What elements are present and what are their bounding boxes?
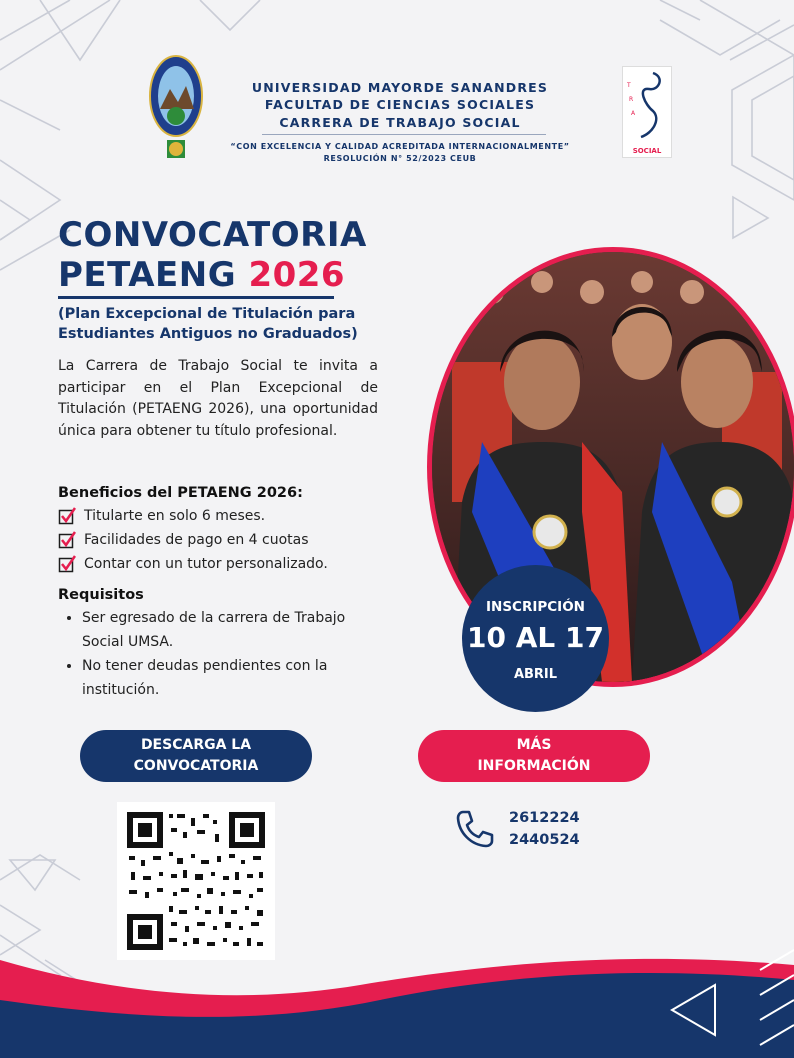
phone-number-1[interactable]: 2612224 bbox=[509, 810, 580, 826]
intro-paragraph: La Carrera de Trabajo Social te invita a participar en el Plan Excepcional de Titulación (PETAENG 2026), una oportunidad única para obtener tu título profesional. bbox=[58, 358, 378, 439]
requirement-item: • Ser egresado de la carrera de Trabajo Social UMSA. bbox=[82, 606, 372, 654]
benefits-heading: Beneficios del PETAENG 2026: bbox=[58, 485, 303, 501]
faculty-name: FACULTAD DE CIENCIAS SOCIALES bbox=[264, 97, 536, 112]
download-button-line2: CONVOCATORIA bbox=[133, 758, 259, 774]
info-button-line2: INFORMACIÓN bbox=[477, 758, 591, 774]
phone-icon bbox=[454, 808, 496, 850]
checkbox-checked-icon bbox=[58, 531, 76, 549]
svg-text:T: T bbox=[627, 82, 631, 89]
resolution-text: RESOLUCIÓN N° 52/2023 CEUB bbox=[323, 154, 477, 163]
title-underline bbox=[58, 296, 334, 299]
download-convocatoria-button[interactable] bbox=[80, 730, 312, 782]
phone-number-2[interactable]: 2440524 bbox=[509, 832, 580, 848]
checkbox-checked-icon bbox=[58, 555, 76, 573]
checkbox-checked-icon bbox=[58, 507, 76, 525]
requirement-item: • No tener deudas pendientes con la institución. bbox=[82, 654, 372, 702]
registration-label: INSCRIPCIÓN bbox=[486, 599, 585, 615]
benefit-item bbox=[58, 552, 378, 576]
trabajo-social-logo bbox=[622, 66, 672, 158]
more-info-button[interactable] bbox=[418, 730, 650, 782]
subtitle-line1: (Plan Excepcional de Titulación para bbox=[58, 306, 356, 322]
info-button-line1: MÁS bbox=[516, 737, 552, 753]
registration-badge bbox=[462, 565, 609, 712]
svg-text:R: R bbox=[629, 96, 634, 103]
benefit-label: Facilidades de pago en 4 cuotas bbox=[84, 532, 309, 548]
title-petaeng-main: PETAENG bbox=[58, 255, 237, 295]
logo-social-label: SOCIAL bbox=[632, 147, 662, 155]
requirements-list bbox=[58, 606, 372, 702]
benefit-label: Titularte en solo 6 meses. bbox=[84, 508, 266, 524]
motto-text: “CON EXCELENCIA Y CALIDAD ACREDITADA INTERNACIONALMENTE” bbox=[230, 142, 570, 151]
registration-month: ABRIL bbox=[513, 667, 558, 682]
benefit-item bbox=[58, 528, 378, 552]
qr-code[interactable] bbox=[117, 802, 275, 960]
benefit-item bbox=[58, 504, 378, 528]
title-convocatoria: CONVOCATORIA bbox=[58, 215, 367, 255]
university-name: UNIVERSIDAD MAYORDE SANANDRES bbox=[251, 80, 549, 95]
university-seal-logo bbox=[148, 54, 204, 164]
subtitle-line2: Estudiantes Antiguos no Graduados) bbox=[58, 326, 358, 342]
registration-dates: 10 AL 17 bbox=[467, 621, 604, 654]
requirements-heading: Requisitos bbox=[58, 587, 144, 603]
download-button-line1: DESCARGA LA bbox=[140, 737, 252, 753]
benefit-label: Contar con un tutor personalizado. bbox=[84, 556, 328, 572]
career-name: CARRERA DE TRABAJO SOCIAL bbox=[279, 115, 521, 130]
benefits-list bbox=[58, 504, 378, 576]
title-petaeng bbox=[58, 256, 398, 294]
header-divider bbox=[262, 134, 546, 135]
svg-text:A: A bbox=[631, 110, 636, 117]
title-year: 2026 bbox=[248, 255, 346, 295]
